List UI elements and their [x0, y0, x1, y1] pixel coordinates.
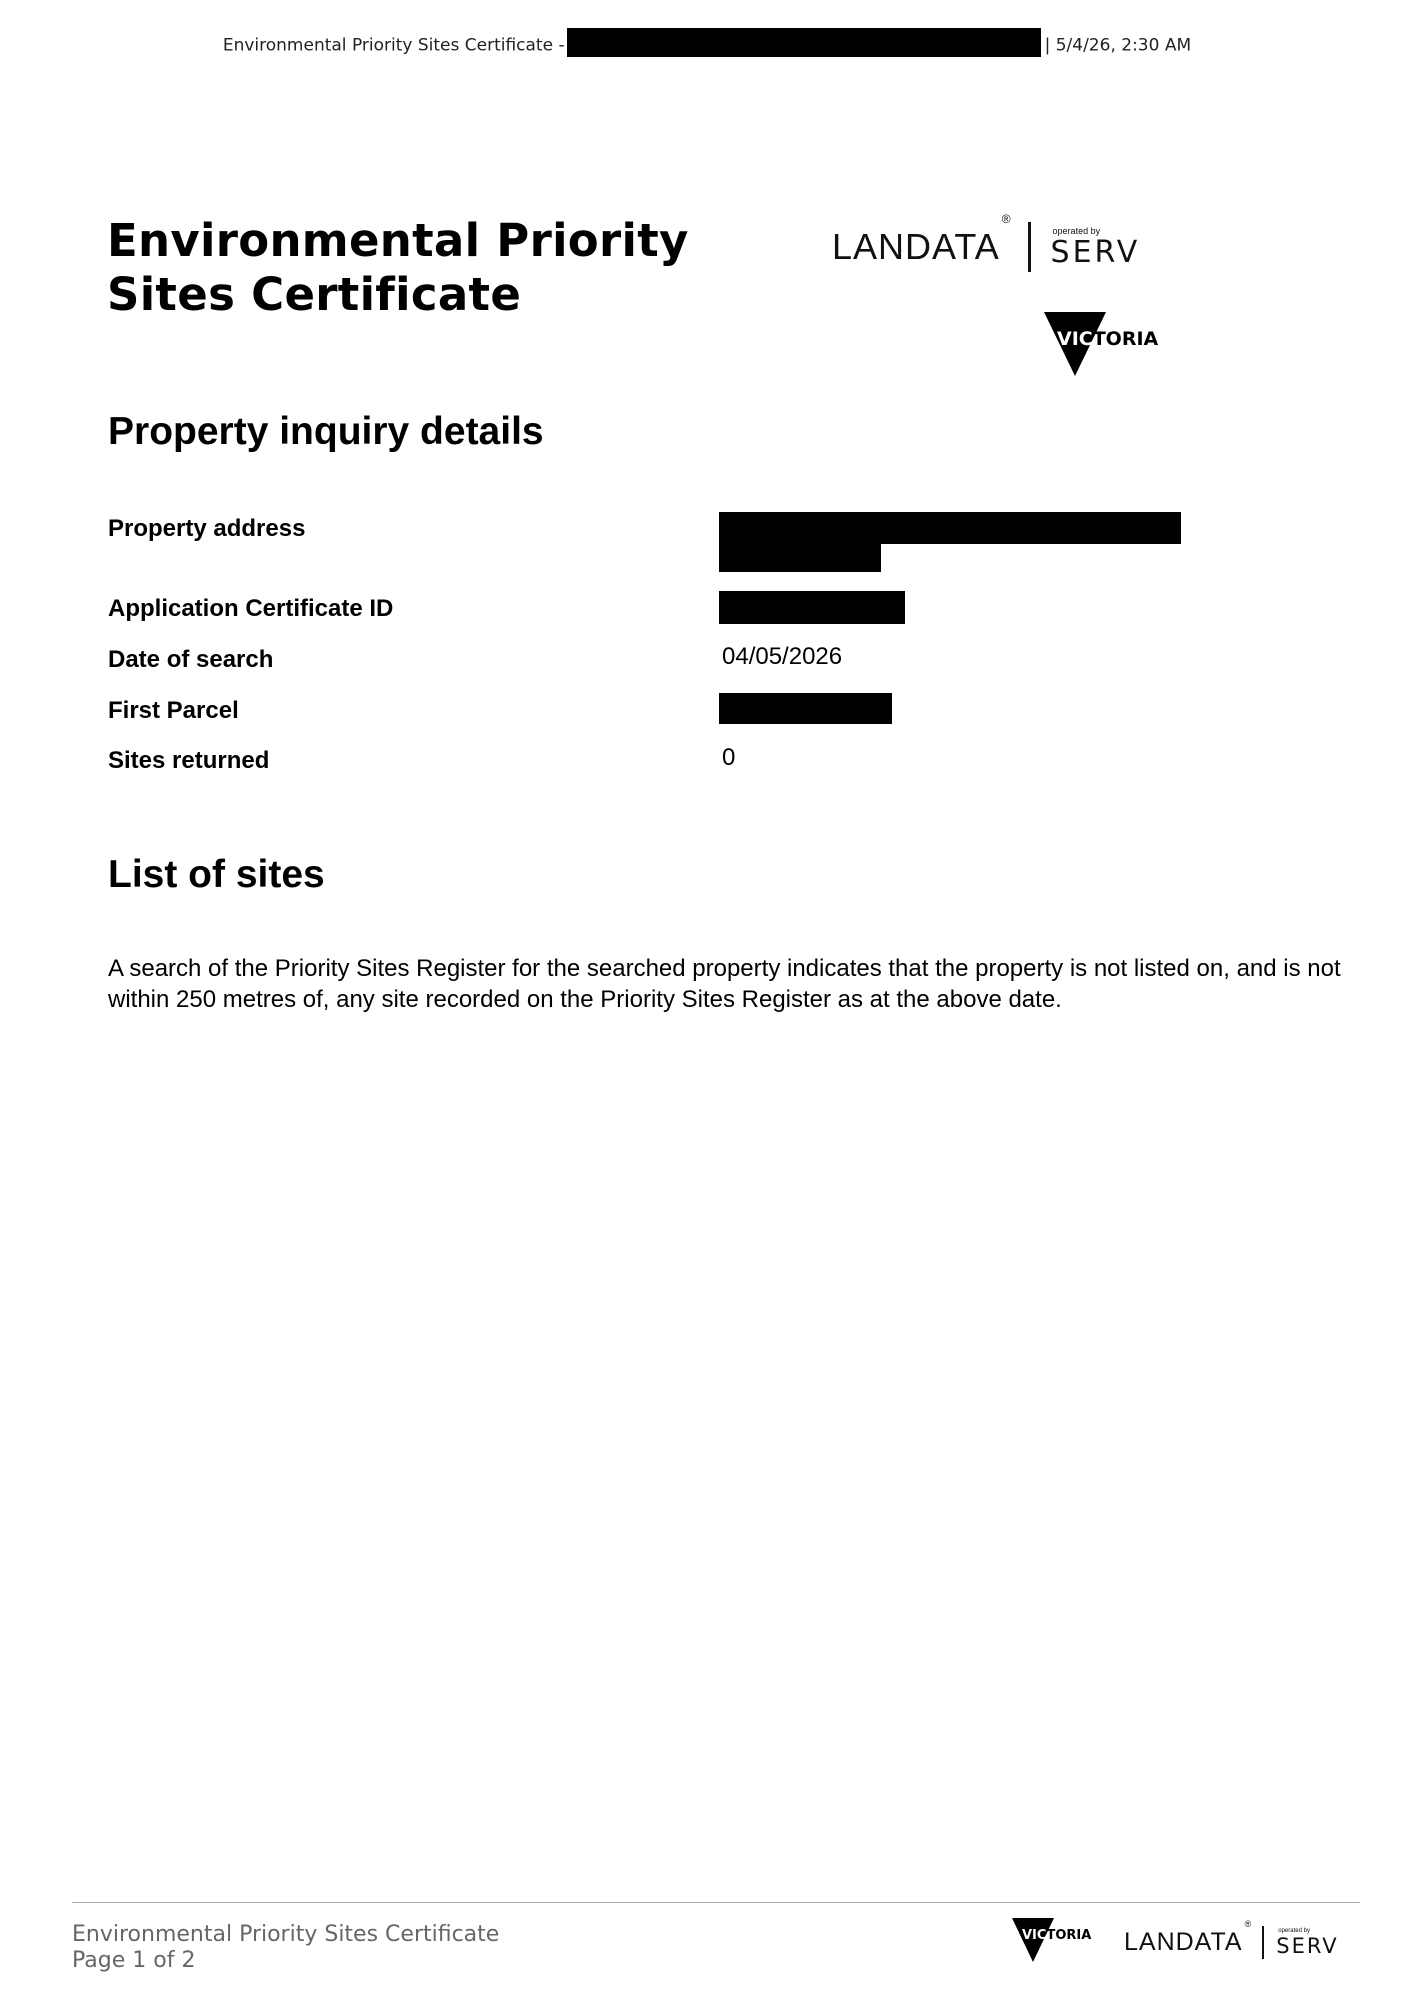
certificate-id-label: Application Certificate ID: [108, 595, 394, 622]
footer-divider: [72, 1902, 1360, 1903]
footer-landata-logo-text: LANDATA®: [1124, 1919, 1253, 1956]
first-parcel-redaction: [719, 693, 892, 724]
property-address-redaction: [719, 512, 1181, 544]
footer-victoria-logo: [1012, 1918, 1092, 1962]
footer-logo-divider: [1262, 1926, 1264, 1959]
property-details-heading: Property inquiry details: [108, 410, 544, 453]
logo-divider: [1028, 222, 1031, 272]
print-header-timestamp: | 5/4/26, 2:30 AM: [1044, 35, 1192, 56]
redaction-bar: [567, 28, 1041, 57]
landata-serv-logo: [832, 212, 1141, 272]
victoria-logo: [1044, 312, 1164, 376]
property-address-redaction-line2: [719, 543, 881, 572]
first-parcel-label: First Parcel: [108, 697, 239, 724]
serv-logo: [1051, 226, 1141, 268]
footer-operated-by-label: operated by: [1278, 1928, 1310, 1934]
sites-returned-label: Sites returned: [108, 747, 270, 774]
date-of-search-value: 04/05/2026: [722, 643, 843, 670]
document-title-line2: Sites Certificate: [107, 268, 522, 321]
registered-mark: ®: [1001, 212, 1012, 226]
victoria-logo-text: VICTORIA: [1057, 328, 1159, 350]
footer-victoria-logo-text: VICTORIA: [1022, 1928, 1092, 1943]
print-header: [0, 34, 1414, 57]
operated-by-label: operated by: [1052, 226, 1101, 236]
date-of-search-label: Date of search: [108, 646, 274, 673]
footer-title: Environmental Priority Sites Certificate: [72, 1922, 500, 1947]
landata-logo-text: LANDATA®: [832, 212, 1012, 267]
property-address-label: Property address: [108, 515, 306, 542]
list-of-sites-heading: List of sites: [108, 853, 325, 896]
document-title-line1: Environmental Priority: [107, 214, 689, 267]
footer-serv-logo: [1276, 1928, 1338, 1957]
serv-logo-text: SERV: [1050, 235, 1141, 270]
certificate-id-redaction: [719, 591, 905, 624]
sites-returned-value: 0: [722, 744, 736, 771]
footer-landata-serv-logo: [1124, 1919, 1339, 1959]
footer-serv-logo-text: SERV: [1276, 1934, 1339, 1958]
footer-page-number: Page 1 of 2: [72, 1948, 196, 1973]
document-title: [107, 214, 689, 322]
print-header-title: Environmental Priority Sites Certificate -: [222, 35, 565, 56]
list-of-sites-text: A search of the Priority Sites Register for the searched property indicates that the property is not listed on, and is not within 250 metres of, any site recorded on the Priority Sites Register as at the above date.: [108, 955, 1341, 1013]
